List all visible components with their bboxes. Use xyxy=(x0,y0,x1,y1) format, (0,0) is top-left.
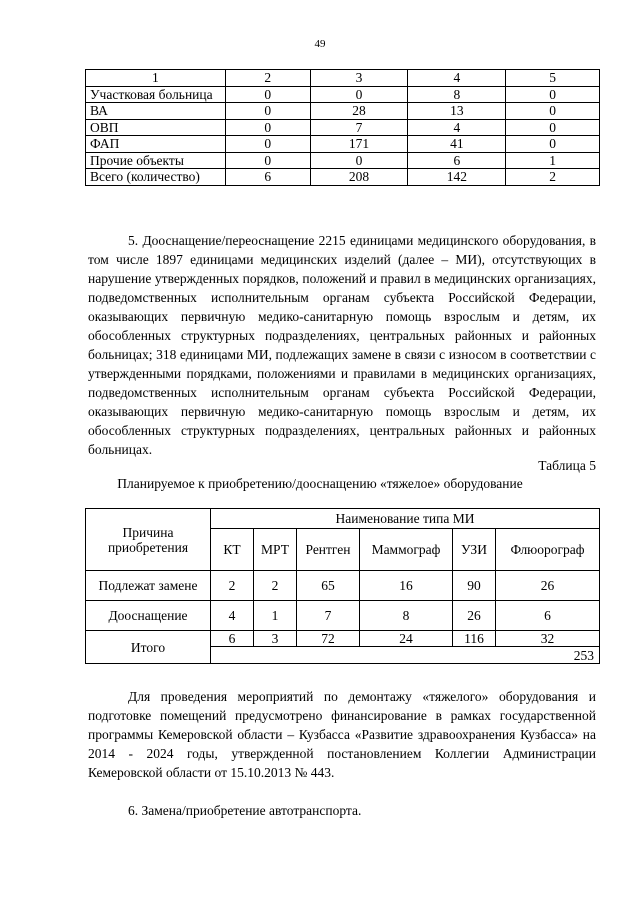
paragraph-6 xyxy=(88,801,596,820)
reason-header: Причина приобретения xyxy=(86,509,211,571)
table-cell: 0 xyxy=(506,103,600,120)
table-row xyxy=(86,169,600,186)
table-row xyxy=(86,601,600,631)
table-cell: 2 xyxy=(211,571,254,601)
column-header: Рентген xyxy=(297,529,360,571)
medical-facilities-table xyxy=(85,69,600,186)
table-cell: 2 xyxy=(506,169,600,186)
paragraph-text: 6. Замена/приобретение автотранспорта. xyxy=(128,803,362,818)
table-row xyxy=(86,103,600,120)
table-cell: 0 xyxy=(310,152,408,169)
table-cell: 6 xyxy=(408,152,506,169)
table-cell: 2 xyxy=(254,571,297,601)
table-cell: 6 xyxy=(496,601,600,631)
column-number: 1 xyxy=(86,70,226,87)
table-header-row xyxy=(86,509,600,529)
row-label: Участковая больница xyxy=(86,86,226,103)
column-number: 2 xyxy=(225,70,310,87)
total-cell: 24 xyxy=(360,631,453,647)
table-cell: 65 xyxy=(297,571,360,601)
row-label: ОВП xyxy=(86,119,226,136)
table-cell: 1 xyxy=(254,601,297,631)
total-cell: 6 xyxy=(211,631,254,647)
total-cell: 72 xyxy=(297,631,360,647)
column-header: Флюорограф xyxy=(496,529,600,571)
total-cell: 3 xyxy=(254,631,297,647)
table-row xyxy=(86,571,600,601)
table-row xyxy=(86,152,600,169)
table-cell: 0 xyxy=(225,86,310,103)
table-cell: 4 xyxy=(211,601,254,631)
row-label: Всего (количество) xyxy=(86,169,226,186)
column-header: УЗИ xyxy=(453,529,496,571)
table-row xyxy=(86,119,600,136)
column-header: КТ xyxy=(211,529,254,571)
column-header: Маммограф xyxy=(360,529,453,571)
page-number: 49 xyxy=(314,38,326,50)
table-cell: 0 xyxy=(225,136,310,153)
total-label: Итого xyxy=(86,631,211,664)
table-cell: 8 xyxy=(408,86,506,103)
total-cell: 116 xyxy=(453,631,496,647)
table-cell: 28 xyxy=(310,103,408,120)
table-cell: 13 xyxy=(408,103,506,120)
paragraph-5 xyxy=(88,231,596,459)
total-row xyxy=(86,631,600,647)
column-number: 4 xyxy=(408,70,506,87)
table-cell: 1 xyxy=(506,152,600,169)
row-label: Дооснащение xyxy=(86,601,211,631)
table-cell: 7 xyxy=(310,119,408,136)
table-cell: 171 xyxy=(310,136,408,153)
row-label: Прочие объекты xyxy=(86,152,226,169)
table-cell: 26 xyxy=(496,571,600,601)
table-cell: 0 xyxy=(310,86,408,103)
total-cell: 32 xyxy=(496,631,600,647)
table-row xyxy=(86,86,600,103)
table-cell: 26 xyxy=(453,601,496,631)
table-cell: 90 xyxy=(453,571,496,601)
row-label: ФАП xyxy=(86,136,226,153)
table-row xyxy=(86,136,600,153)
paragraph-text: Для проведения мероприятий по демонтажу «тяжелого» оборудования и подготовке помещений предусмотрено финансирование в рамках государственной программы Кемеровской области – Кузбасса «Развитие здравоохранения Кузбасса» на 2014 - 2024 годы, утвержденной постановлением Коллегии Администрации Кемеровской области от 15.10.2013 № 443. xyxy=(88,689,596,780)
column-number: 5 xyxy=(506,70,600,87)
row-label: ВА xyxy=(86,103,226,120)
heavy-equipment-table xyxy=(85,508,600,664)
column-header: МРТ xyxy=(254,529,297,571)
table-cell: 0 xyxy=(225,152,310,169)
paragraph-text: 5. Дооснащение/переоснащение 2215 единицами медицинского оборудования, в том числе 1897 единицами медицинских изделий (далее – МИ), отсутствующих в нарушение утвержденных порядков, положений и правил в медицинских организациях, подведомственных исполнительным органам субъекта Российской Федерации, оказывающих первичную медико-санитарную помощь взрослым и детям, их обособленных структурных подразделениях, центральных районных и районных больницах; 318 единицами МИ, подлежащих замене в связи с износом в соответствии с утвержденными порядками, положениями и правилами в медицинских организациях, подведомственных исполнительным органам субъекта Российской Федерации, оказывающих первичную медико-санитарную помощь взрослым и детям, их обособленных структурных подразделениях, центральных районных и районных больницах. xyxy=(88,233,596,457)
table-header-row xyxy=(86,70,600,87)
table-title: Планируемое к приобретению/дооснащению «тяжелое» оборудование xyxy=(117,476,523,491)
table-cell: 0 xyxy=(225,119,310,136)
grand-total: 253 xyxy=(211,647,600,664)
table-cell: 8 xyxy=(360,601,453,631)
table-cell: 0 xyxy=(506,86,600,103)
table-cell: 6 xyxy=(225,169,310,186)
table-cell: 7 xyxy=(297,601,360,631)
paragraph-funding xyxy=(88,687,596,782)
table-number-label: Таблица 5 xyxy=(538,458,596,473)
column-number: 3 xyxy=(310,70,408,87)
type-header: Наименование типа МИ xyxy=(211,509,600,529)
row-label: Подлежат замене xyxy=(86,571,211,601)
table-cell: 4 xyxy=(408,119,506,136)
table-cell: 0 xyxy=(506,136,600,153)
table-cell: 41 xyxy=(408,136,506,153)
table-cell: 142 xyxy=(408,169,506,186)
table-cell: 208 xyxy=(310,169,408,186)
table-cell: 16 xyxy=(360,571,453,601)
table-cell: 0 xyxy=(506,119,600,136)
table-cell: 0 xyxy=(225,103,310,120)
